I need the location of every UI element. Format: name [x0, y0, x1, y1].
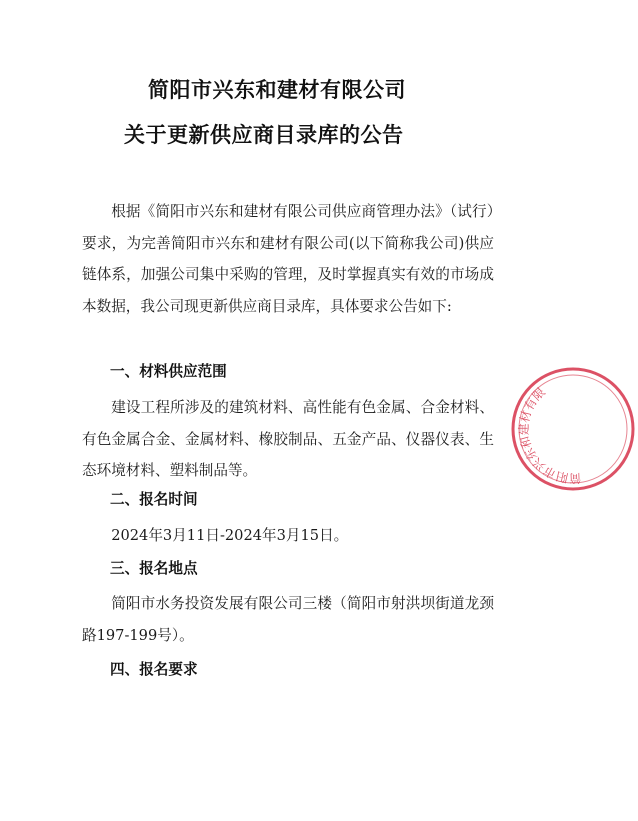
seal-text: 简阳市兴东和建材有限 [516, 384, 582, 486]
section-heading-scope: 一、材料供应范围 [110, 363, 227, 380]
seal-inner-ring [519, 375, 627, 483]
section-body-scope: 建设工程所涉及的建筑材料、高性能有色金属、合金材料、有色金属合金、金属材料、橡胶制品、五金产品、仪器仪表、生态环境材料、塑料制品等。 [82, 399, 494, 479]
document-title-line2: 关于更新供应商目录库的公告 [124, 123, 404, 147]
section-body-place: 简阳市水务投资发展有限公司三楼（简阳市射洪坝街道龙颈路197-199号）。 [82, 595, 494, 644]
section-heading-time: 二、报名时间 [110, 491, 198, 508]
intro-paragraph: 根据《简阳市兴东和建材有限公司供应商管理办法》（试行）要求，为完善简阳市兴东和建材有限公司(以下简称我公司)供应链体系，加强公司集中采购的管理，及时掌握真实有效的市场成本数据，我公司现更新供应商目录库，具体要求公告如下: [82, 203, 494, 315]
seal-outer-ring [513, 369, 633, 489]
section-heading-requirements: 四、报名要求 [110, 661, 198, 678]
section-heading-place: 三、报名地点 [110, 560, 198, 577]
document-title-line1: 简阳市兴东和建材有限公司 [148, 78, 406, 102]
section-body-time: 2024年3月11日-2024年3月15日。 [111, 527, 349, 544]
company-seal [508, 364, 638, 494]
